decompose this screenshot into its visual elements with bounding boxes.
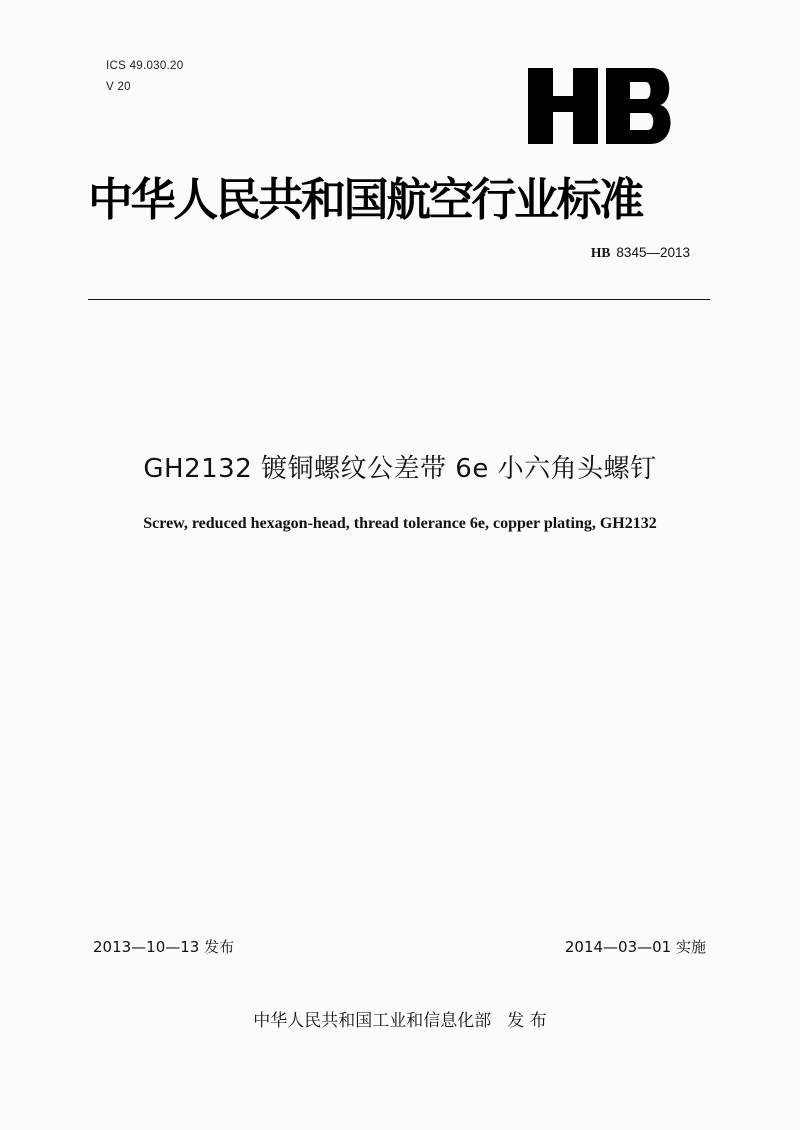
implementation-date: 2014—03—01 实施 [564, 938, 706, 956]
publish-date: 2013—10—13 发布 [93, 938, 235, 956]
classification-code: V 20 [106, 81, 131, 93]
standard-category-title: 中华人民共和国航空行业标准 [88, 173, 642, 226]
issuer-action: 发 布 [507, 1011, 547, 1031]
standard-number-value: 8345—2013 [616, 245, 690, 260]
standard-number-prefix: HB [590, 245, 611, 260]
standard-number [591, 245, 690, 261]
header-divider [88, 299, 710, 300]
hb-logo [528, 68, 674, 144]
issuing-authority [0, 1006, 800, 1031]
ics-code: ICS 49.030.20 [106, 60, 184, 72]
issuer-name: 中华人民共和国工业和信息化部 [253, 1011, 492, 1031]
document-title-chinese: GH2132 镀铜螺纹公差带 6e 小六角头螺钉 [143, 454, 657, 484]
document-title-english: Screw, reduced hexagon-head, thread tolerance 6e, copper plating, GH2132 [143, 515, 657, 532]
